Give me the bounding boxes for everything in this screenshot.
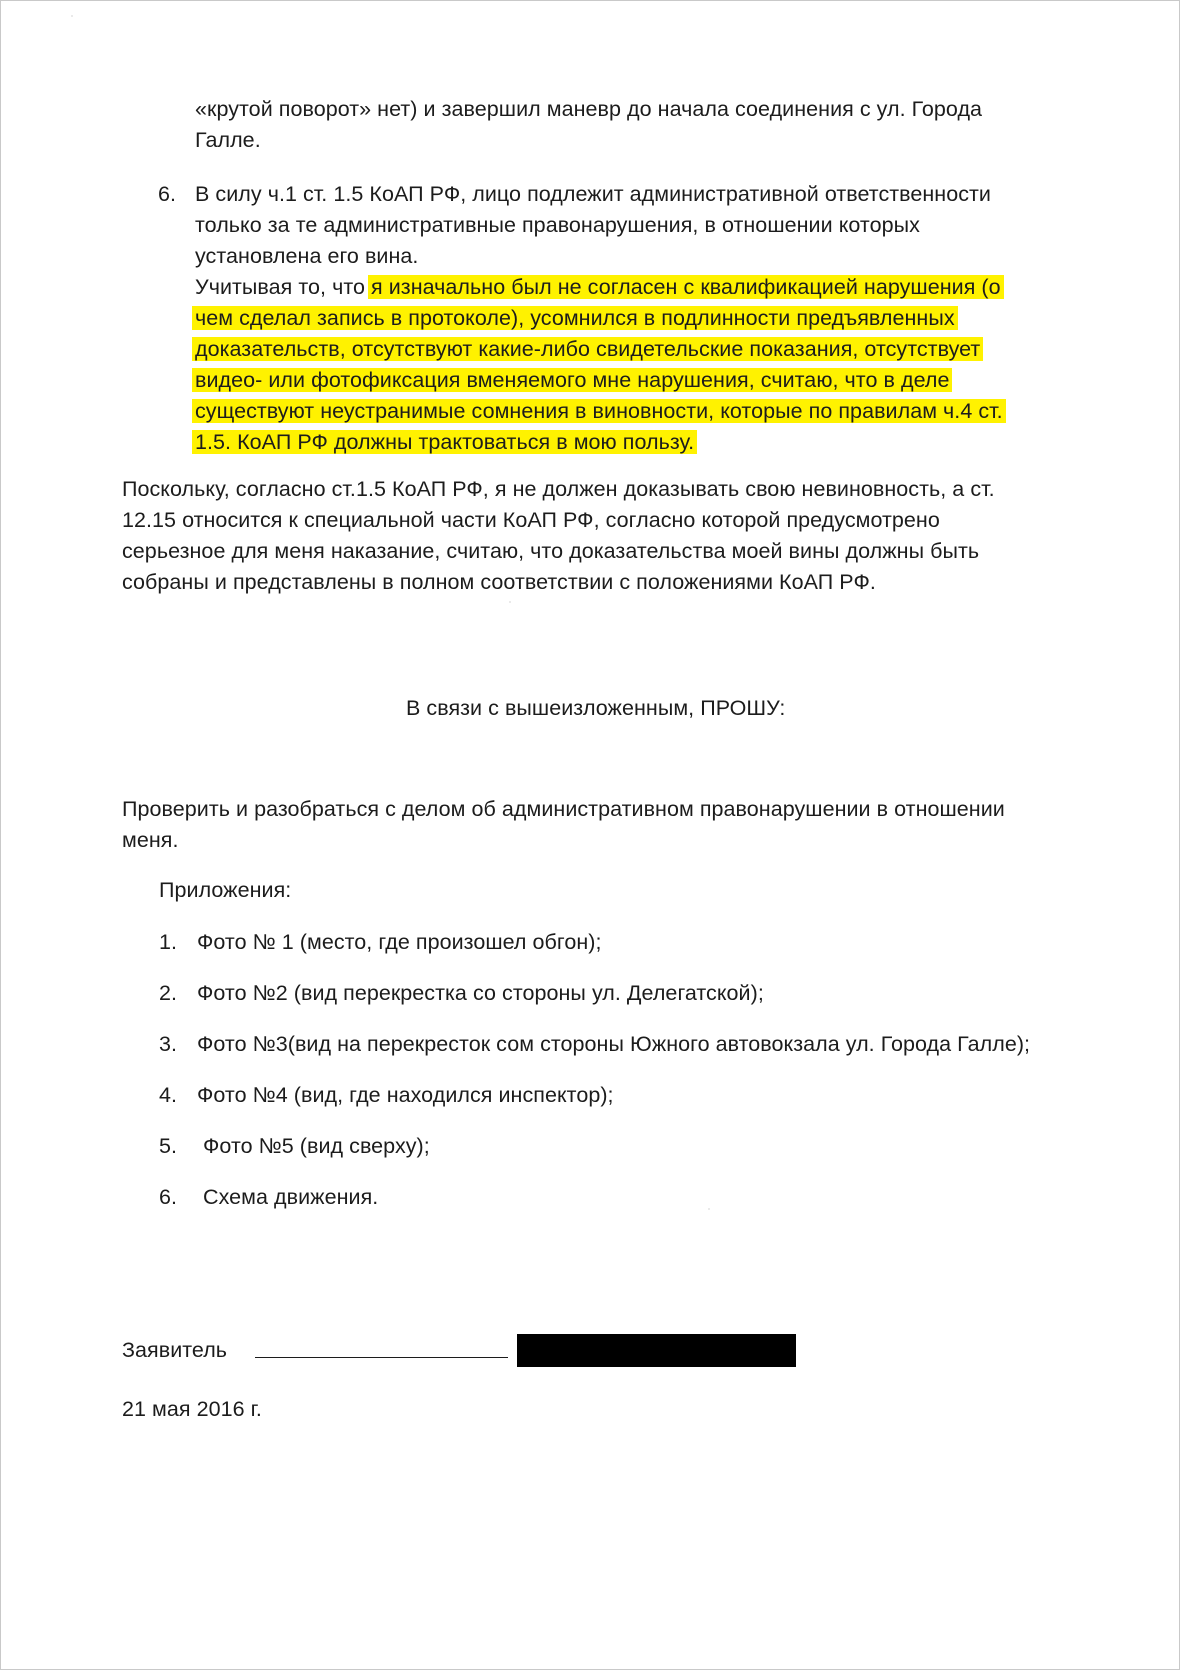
attachment-number: 3. [159, 1032, 177, 1056]
highlighted-text: доказательств, отсутствуют какие-либо свидетельские показания, отсутствует [192, 337, 983, 361]
scan-speck [509, 601, 511, 603]
attachments-title: Приложения: [159, 878, 292, 902]
attachment-number: 4. [159, 1083, 177, 1107]
item-6-line-5 [195, 303, 955, 334]
attachment-item: Фото №2 (вид перекрестка со стороны ул. Делегатской); [197, 981, 764, 1005]
attachment-number: 2. [159, 981, 177, 1005]
request-heading: В связи с вышеизложенным, ПРОШУ: [406, 696, 786, 720]
signature-label: Заявитель [122, 1338, 228, 1362]
item-6-line-1: В силу ч.1 ст. 1.5 КоАП РФ, лицо подлежит административной ответственности [195, 182, 991, 206]
attachment-item: Фото № 1 (место, где произошел обгон); [197, 930, 602, 954]
item-6-line-9 [195, 427, 694, 458]
item-6-line-3: установлена его вина. [195, 244, 419, 268]
redacted-name [517, 1334, 796, 1367]
attachment-number: 6. [159, 1185, 177, 1209]
scan-speck [71, 15, 73, 17]
highlighted-text: я изначально был не согласен с квалификацией нарушения (о [368, 275, 1004, 299]
attachment-number: 5. [159, 1134, 177, 1158]
attachment-number: 1. [159, 930, 177, 954]
item-6-number: 6. [158, 182, 176, 206]
paragraph-line-4: собраны и представлены в полном соответствии с положениями КоАП РФ. [122, 570, 876, 594]
paragraph-line-3: серьезное для меня наказание, считаю, что доказательства моей вины должны быть [122, 539, 980, 563]
request-line-1: Проверить и разобраться с делом об административном правонарушении в отношении [122, 797, 1005, 821]
item-6-line-4 [195, 272, 1001, 303]
item-6-line-8 [195, 396, 1003, 427]
attachment-item: Фото №5 (вид сверху); [197, 1134, 430, 1158]
signature-line [255, 1357, 508, 1358]
highlighted-text: 1.5. КоАП РФ должны трактоваться в мою пользу. [192, 430, 697, 454]
attachment-item: Фото №4 (вид, где находился инспектор); [197, 1083, 614, 1107]
scan-speck [708, 1208, 710, 1210]
request-line-2: меня. [122, 828, 179, 852]
item-6-line-7 [195, 365, 949, 396]
item-6-line-6 [195, 334, 980, 365]
highlighted-text: чем сделал запись в протоколе), усомнился в подлинности предъявленных [192, 306, 958, 330]
document-date: 21 мая 2016 г. [122, 1397, 262, 1421]
considering-prefix: Учитывая то, что [195, 275, 365, 299]
paragraph-line-1: Поскольку, согласно ст.1.5 КоАП РФ, я не должен доказывать свою невиновность, а ст. [122, 477, 995, 501]
attachment-item: Схема движения. [197, 1185, 379, 1209]
highlighted-text: существуют неустранимые сомнения в виновности, которые по правилам ч.4 ст. [192, 399, 1006, 423]
paragraph-line-2: 12.15 относится к специальной части КоАП РФ, согласно которой предусмотрено [122, 508, 940, 532]
continuation-line-1: «крутой поворот» нет) и завершил маневр до начала соединения с ул. Города [195, 97, 983, 121]
highlighted-text: видео- или фотофиксация вменяемого мне нарушения, считаю, что в деле [192, 368, 952, 392]
continuation-line-2: Галле. [195, 128, 261, 152]
attachment-item: Фото №3(вид на перекресток сом стороны Южного автовокзала ул. Города Галле); [197, 1032, 1031, 1056]
item-6-line-2: только за те административные правонарушения, в отношении которых [195, 213, 920, 237]
